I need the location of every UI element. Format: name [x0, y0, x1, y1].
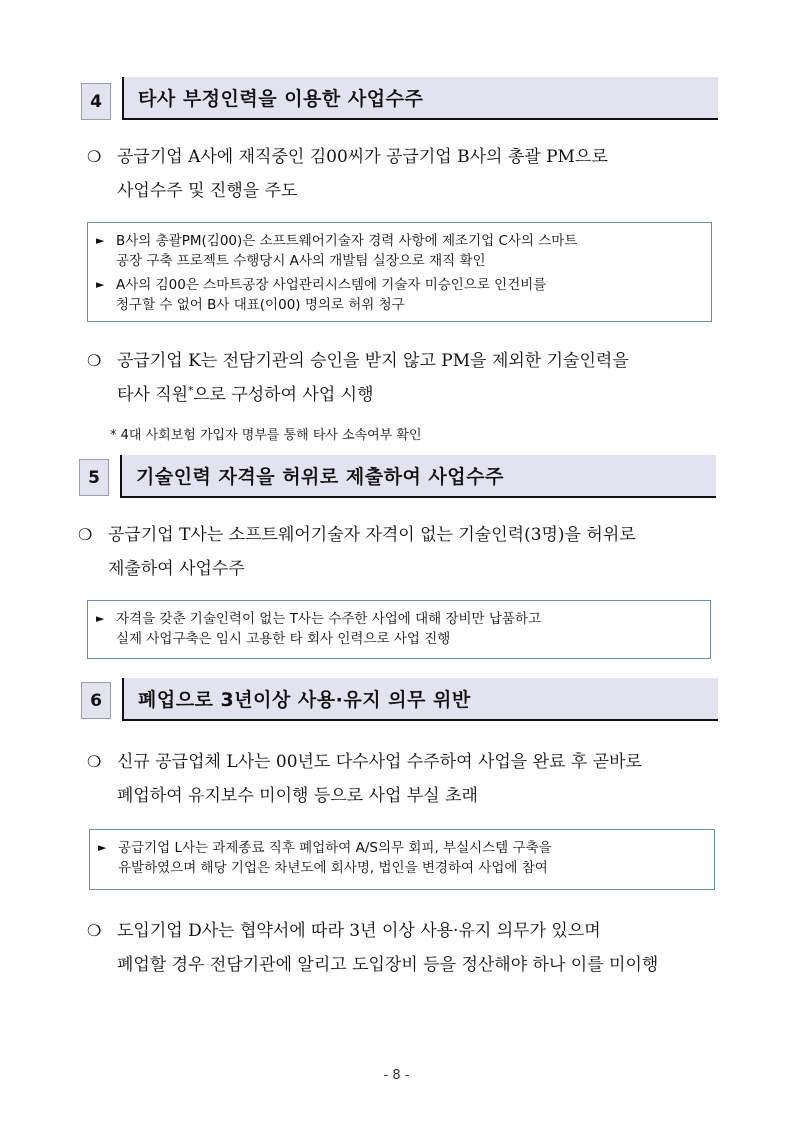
box-line: 청구할 수 없어 B사 대표(이00) 명의로 허위 청구 [116, 297, 405, 313]
bullet-text: 타사 직원 [117, 385, 189, 405]
circle-bullet-icon: ❍ [87, 351, 102, 370]
footnote-mark: * [188, 385, 194, 397]
box-line: B사의 총괄PM(김00)은 소프트웨어기술자 경력 사항에 제조기업 C사의 스마트 [116, 233, 578, 249]
bullet-6-1 [87, 745, 727, 813]
box-item [96, 231, 701, 271]
triangle-bullet-icon: ► [98, 841, 107, 854]
footnote: * 4대 사회보험 가입자 명부를 통해 타사 소속여부 확인 [110, 428, 422, 443]
circle-bullet-icon: ❍ [87, 921, 102, 940]
detail-box-6 [89, 829, 715, 890]
section-number-6: 6 [81, 682, 111, 719]
section-title-4: 타사 부정인력을 이용한 사업수주 [122, 77, 718, 120]
box-item [96, 609, 700, 649]
section-number-5: 5 [79, 459, 109, 496]
bullet-line: 신규 공급업체 L사는 00년도 다수사업 수주하여 사업을 완료 후 곧바로 [117, 752, 642, 772]
triangle-bullet-icon: ► [96, 234, 105, 247]
section-number-4: 4 [81, 83, 111, 120]
section-title-5: 기술인력 자격을 허위로 제출하여 사업수주 [120, 455, 716, 498]
box-line: 유발하였으며 해당 기업은 차년도에 회사명, 법인을 변경하여 사업에 참여 [118, 860, 548, 876]
bullet-4-1 [87, 140, 727, 208]
box-item [98, 838, 704, 878]
section-title-6: 폐업으로 3년이상 사용·유지 의무 위반 [122, 678, 718, 721]
bullet-line: 도입기업 D사는 협약서에 따라 3년 이상 사용·유지 의무가 있으며 [117, 921, 601, 941]
triangle-bullet-icon: ► [96, 278, 105, 291]
bullet-4-2 [87, 344, 727, 412]
bullet-line: 사업수주 및 진행을 주도 [117, 181, 298, 201]
bullet-line: 공급기업 K는 전담기관의 승인을 받지 않고 PM을 제외한 기술인력을 [117, 351, 629, 371]
bullet-line [87, 378, 727, 412]
bullet-line: 폐업하여 유지보수 미이행 등으로 사업 부실 초래 [117, 786, 478, 806]
box-line: 공급기업 L사는 과제종료 직후 폐업하여 A/S의무 회피, 부실시스템 구축을 [118, 840, 552, 856]
box-line: 실제 사업구축은 임시 고용한 타 회사 인력으로 사업 진행 [116, 631, 451, 647]
bullet-line: 공급기업 A사에 재직중인 김00씨가 공급기업 B사의 총괄 PM으로 [117, 147, 608, 167]
circle-bullet-icon: ❍ [87, 147, 102, 166]
box-item [96, 275, 701, 315]
box-line: 공장 구축 프로젝트 수행당시 A사의 개발팀 실장으로 재직 확인 [116, 253, 486, 269]
detail-box-5 [87, 600, 711, 659]
bullet-6-2 [87, 914, 727, 982]
bullet-text: 으로 구성하여 사업 시행 [193, 385, 374, 405]
triangle-bullet-icon: ► [96, 612, 105, 625]
page-number: - 8 - [383, 1068, 410, 1083]
bullet-5-1 [78, 518, 723, 586]
box-line: A사의 김00은 스마트공장 사업관리시스템에 기술자 미승인으로 인건비를 [116, 277, 547, 293]
circle-bullet-icon: ❍ [78, 525, 93, 544]
circle-bullet-icon: ❍ [87, 752, 102, 771]
bullet-line: 폐업할 경우 전담기관에 알리고 도입장비 등을 정산해야 하나 이를 미이행 [117, 955, 659, 975]
bullet-line: 공급기업 T사는 소프트웨어기술자 자격이 없는 기술인력(3명)을 허위로 [108, 525, 636, 545]
box-line: 자격을 갖춘 기술인력이 없는 T사는 수주한 사업에 대해 장비만 납품하고 [116, 611, 542, 627]
bullet-line: 제출하여 사업수주 [108, 559, 245, 579]
detail-box-4 [87, 222, 712, 322]
